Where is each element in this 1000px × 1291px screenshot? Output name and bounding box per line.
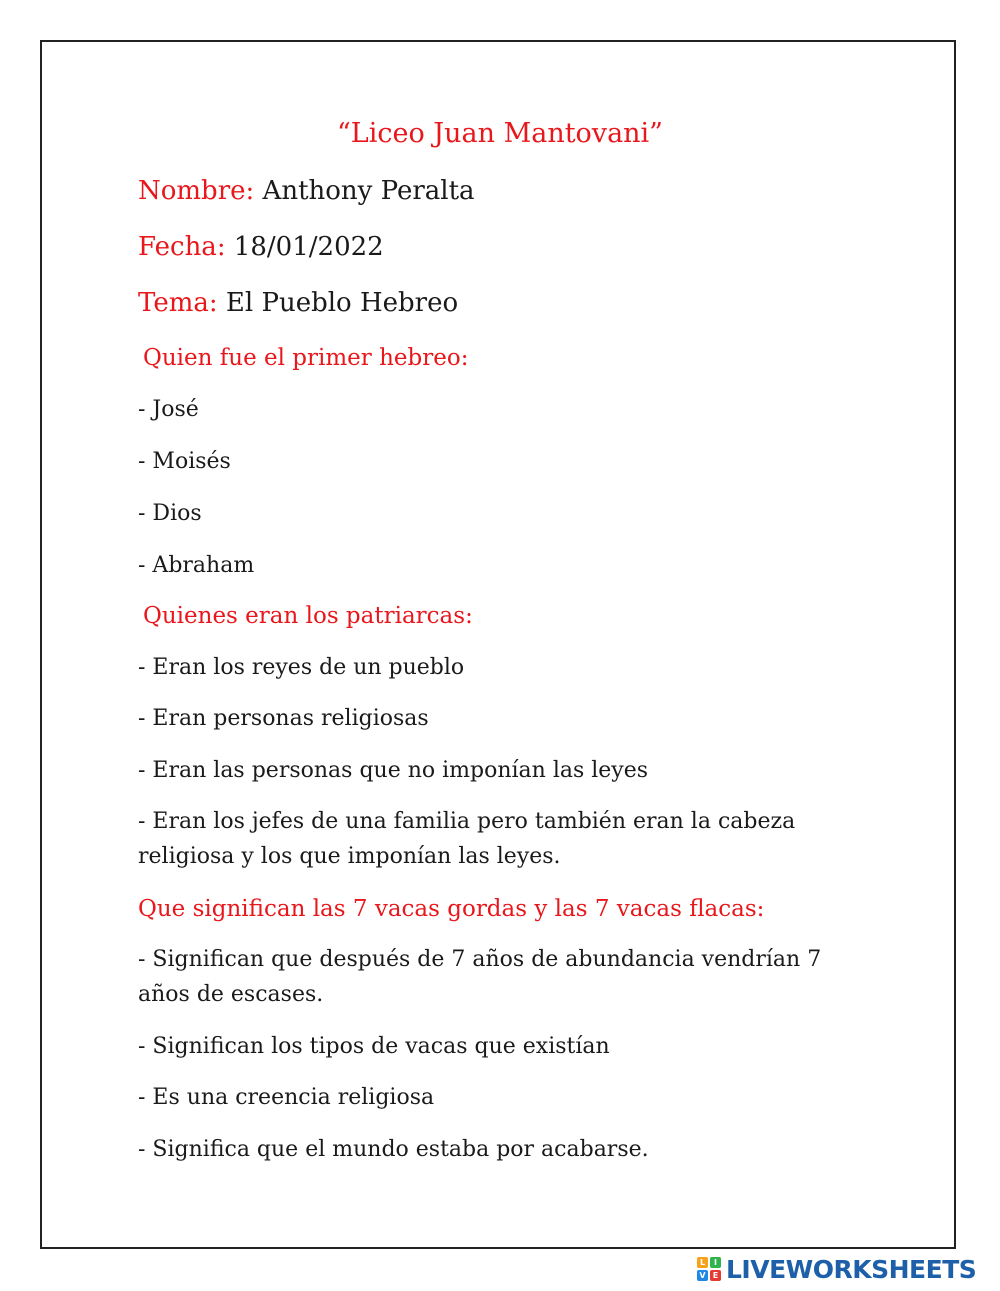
- q2-option-2[interactable]: - Eran personas religiosas: [138, 706, 429, 731]
- q2-option-3[interactable]: - Eran las personas que no imponían las leyes: [138, 758, 649, 783]
- q1-option-1[interactable]: - José: [138, 397, 199, 422]
- q3-option-2[interactable]: - Significan los tipos de vacas que existían: [138, 1034, 610, 1059]
- q1-option-3[interactable]: - Dios: [138, 501, 202, 526]
- date-label: Fecha:: [138, 232, 226, 262]
- question-3: Que significan las 7 vacas gordas y las 7 vacas flacas:: [138, 896, 765, 922]
- worksheet-page: [40, 40, 956, 1249]
- name-field: [138, 176, 475, 206]
- logo-letter-l: L: [697, 1257, 708, 1268]
- logo-grid-icon: [697, 1257, 721, 1281]
- question-1: Quien fue el primer hebreo:: [143, 345, 469, 371]
- liveworksheets-logo[interactable]: [697, 1255, 976, 1283]
- q1-option-4[interactable]: - Abraham: [138, 553, 255, 578]
- topic-field: [138, 288, 458, 318]
- q3-option-1[interactable]: - Significan que después de 7 años de abundancia vendrían 7 años de escases.: [138, 947, 822, 1007]
- q3-option-3[interactable]: - Es una creencia religiosa: [138, 1085, 435, 1110]
- topic-label: Tema:: [138, 288, 218, 318]
- q2-option-4[interactable]: - Eran los jefes de una familia pero también eran la cabeza religiosa y los que imponían las leyes.: [138, 809, 796, 869]
- date-value: 18/01/2022: [225, 232, 384, 262]
- name-value: Anthony Peralta: [254, 176, 475, 206]
- date-field: [138, 232, 384, 262]
- logo-text: LIVEWORKSHEETS: [726, 1254, 977, 1284]
- logo-letter-i: I: [710, 1257, 721, 1268]
- q2-option-1[interactable]: - Eran los reyes de un pueblo: [138, 655, 465, 680]
- q1-option-2[interactable]: - Moisés: [138, 449, 231, 474]
- topic-value: El Pueblo Hebreo: [217, 288, 459, 318]
- q3-option-4[interactable]: - Significa que el mundo estaba por acabarse.: [138, 1137, 649, 1162]
- name-label: Nombre:: [138, 176, 255, 206]
- school-title: “Liceo Juan Mantovani”: [336, 118, 663, 149]
- question-2: Quienes eran los patriarcas:: [143, 603, 473, 629]
- logo-letter-v: V: [697, 1270, 708, 1281]
- logo-letter-e: E: [710, 1270, 721, 1281]
